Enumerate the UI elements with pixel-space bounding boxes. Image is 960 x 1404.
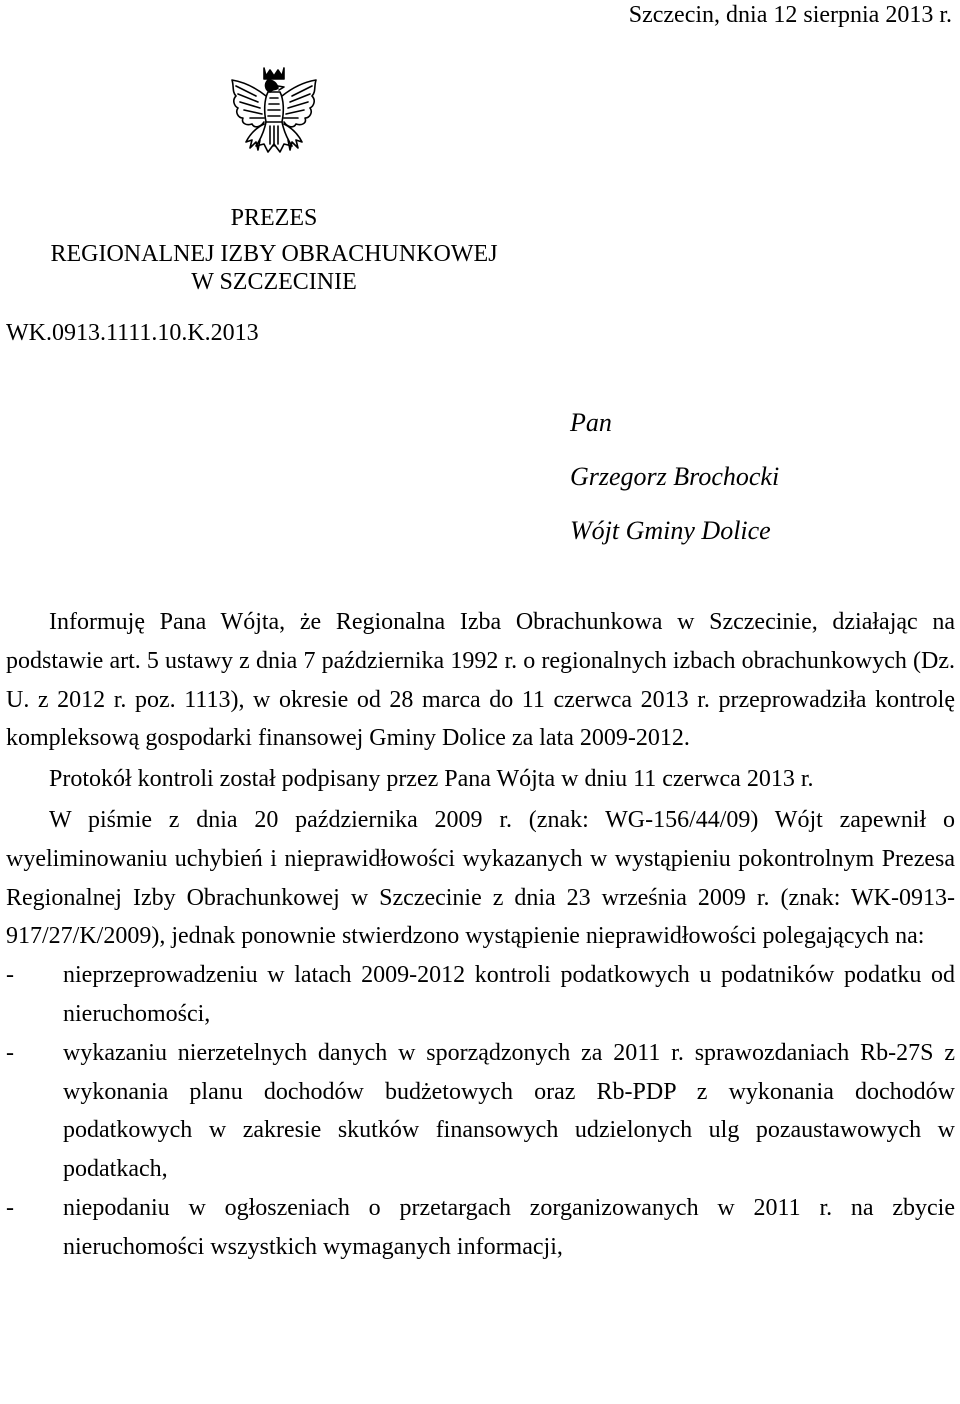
paragraph-inspection-info: Informuję Pana Wójta, że Regionalna Izba Obrachunkowa w Szczecinie, działając na podstawie art. 5 ustawy z dnia 7 października 1992 r. o regionalnych izbach obrachunkowych (Dz. U. z 2012 r. poz. 1113), w okresie od 28 marca do 11 czerwca 2013 r. przeprowadziła kontrolę kompleksową gospodarki finansowej Gminy Dolice za lata 2009-2012. bbox=[6, 609, 955, 752]
list-item bbox=[6, 1189, 955, 1267]
letter-body bbox=[6, 603, 955, 1267]
list-item bbox=[6, 956, 955, 1034]
eagle-emblem-icon bbox=[226, 62, 322, 170]
addressee-title: Pan bbox=[570, 408, 612, 437]
list-dash: - bbox=[6, 1039, 14, 1066]
list-item-text: niepodaniu w ogłoszeniach o przetargach zorganizowanych w 2011 r. na zbycie nieruchomości wszystkich wymaganych informacji, bbox=[63, 1194, 955, 1260]
addressee-position: Wójt Gminy Dolice bbox=[570, 516, 771, 545]
institution-line-3: W SZCZECINIE bbox=[191, 269, 357, 295]
list-item bbox=[6, 1034, 955, 1189]
list-item-text: nieprzeprowadzeniu w latach 2009-2012 kontroli podatkowych u podatników podatku od nieruchomości, bbox=[63, 962, 955, 1027]
place-date: Szczecin, dnia 12 sierpnia 2013 r. bbox=[628, 2, 952, 28]
list-dash: - bbox=[6, 962, 14, 989]
list-dash: - bbox=[6, 1194, 14, 1221]
institution-line-1: PREZES bbox=[230, 205, 318, 231]
paragraph-irregularities: W piśmie z dnia 20 października 2009 r. (znak: WG-156/44/09) Wójt zapewnił o wyeliminowaniu uchybień i nieprawidłowości wykazanych w wystąpieniu pokontrolnym Prezesa Regionalnej Izby Obrachunkowej w Szczecinie z dnia 23 września 2009 r. (znak: WK-0913-917/27/K/2009), jednak ponownie stwierdzono wystąpienie nieprawidłowości polegających na: bbox=[6, 806, 955, 950]
list-item-text: wykazaniu nierzetelnych danych w sporządzonych za 2011 r. sprawozdaniach Rb-27S z wykonania planu dochodów budżetowych oraz Rb-PDP z wykonania dochodów podatkowych w zakresie skutków finansowych udzielonych ulg pozaustawowych w podatkach, bbox=[63, 1039, 955, 1183]
institution-line-2: REGIONALNEJ IZBY OBRACHUNKOWEJ bbox=[50, 241, 498, 267]
paragraph-protocol-signed: Protokół kontroli został podpisany przez Pana Wójta w dniu 11 czerwca 2013 r. bbox=[49, 766, 814, 793]
reference-number: WK.0913.1111.10.K.2013 bbox=[6, 320, 259, 346]
addressee-name: Grzegorz Brochocki bbox=[570, 462, 780, 491]
